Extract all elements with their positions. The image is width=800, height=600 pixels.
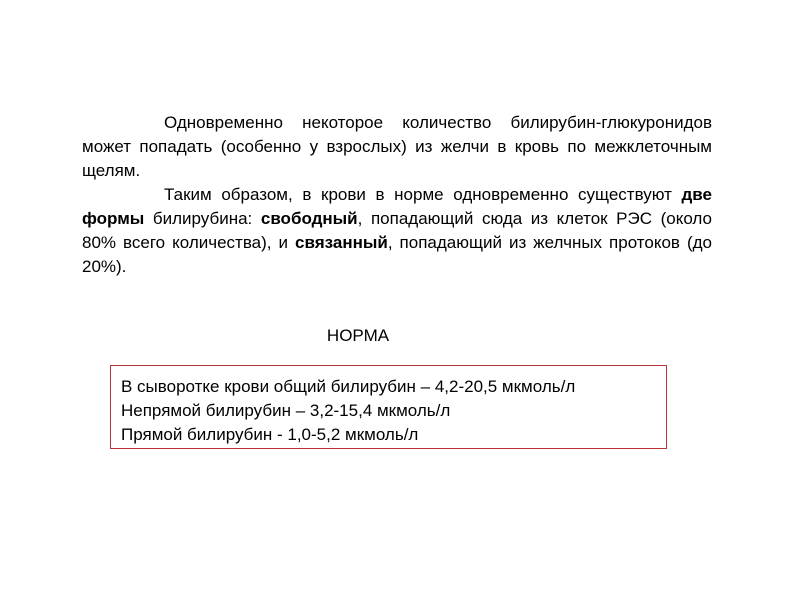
paragraph2-part4: , попадающий из желчных протоков (до 20%). xyxy=(82,233,712,276)
bold-two-forms: две формы xyxy=(82,185,712,228)
norm-values-box xyxy=(110,365,667,449)
paragraph2-part2: билирубина: xyxy=(144,209,261,228)
bold-free: свободный xyxy=(260,209,358,228)
norm-line-direct-bilirubin: Прямой билирубин - 1,0-5,2 мкмоль/л xyxy=(121,425,419,444)
paragraph2-part1: Таким образом, в крови в норме одновременно существуют xyxy=(164,185,682,204)
bold-bound: связанный xyxy=(295,233,388,252)
paragraph1-text: Одновременно некоторое количество билирубин-глюкуронидов может попадать (особенно у взрослых) из желчи в кровь по межклеточным щелям. xyxy=(82,113,712,180)
paragraph2-part3: , попадающий сюда из клеток РЭС (около 80% всего количества), и xyxy=(82,209,712,252)
norm-heading: НОРМА xyxy=(326,326,390,345)
paragraph-bilirubin-glucuronides xyxy=(82,111,712,183)
norm-line-indirect-bilirubin: Непрямой билирубин – 3,2-15,4 мкмоль/л xyxy=(121,401,451,420)
paragraph-two-forms xyxy=(82,183,712,279)
norm-line-total-bilirubin: В сыворотке крови общий билирубин – 4,2-20,5 мкмоль/л xyxy=(121,377,576,396)
